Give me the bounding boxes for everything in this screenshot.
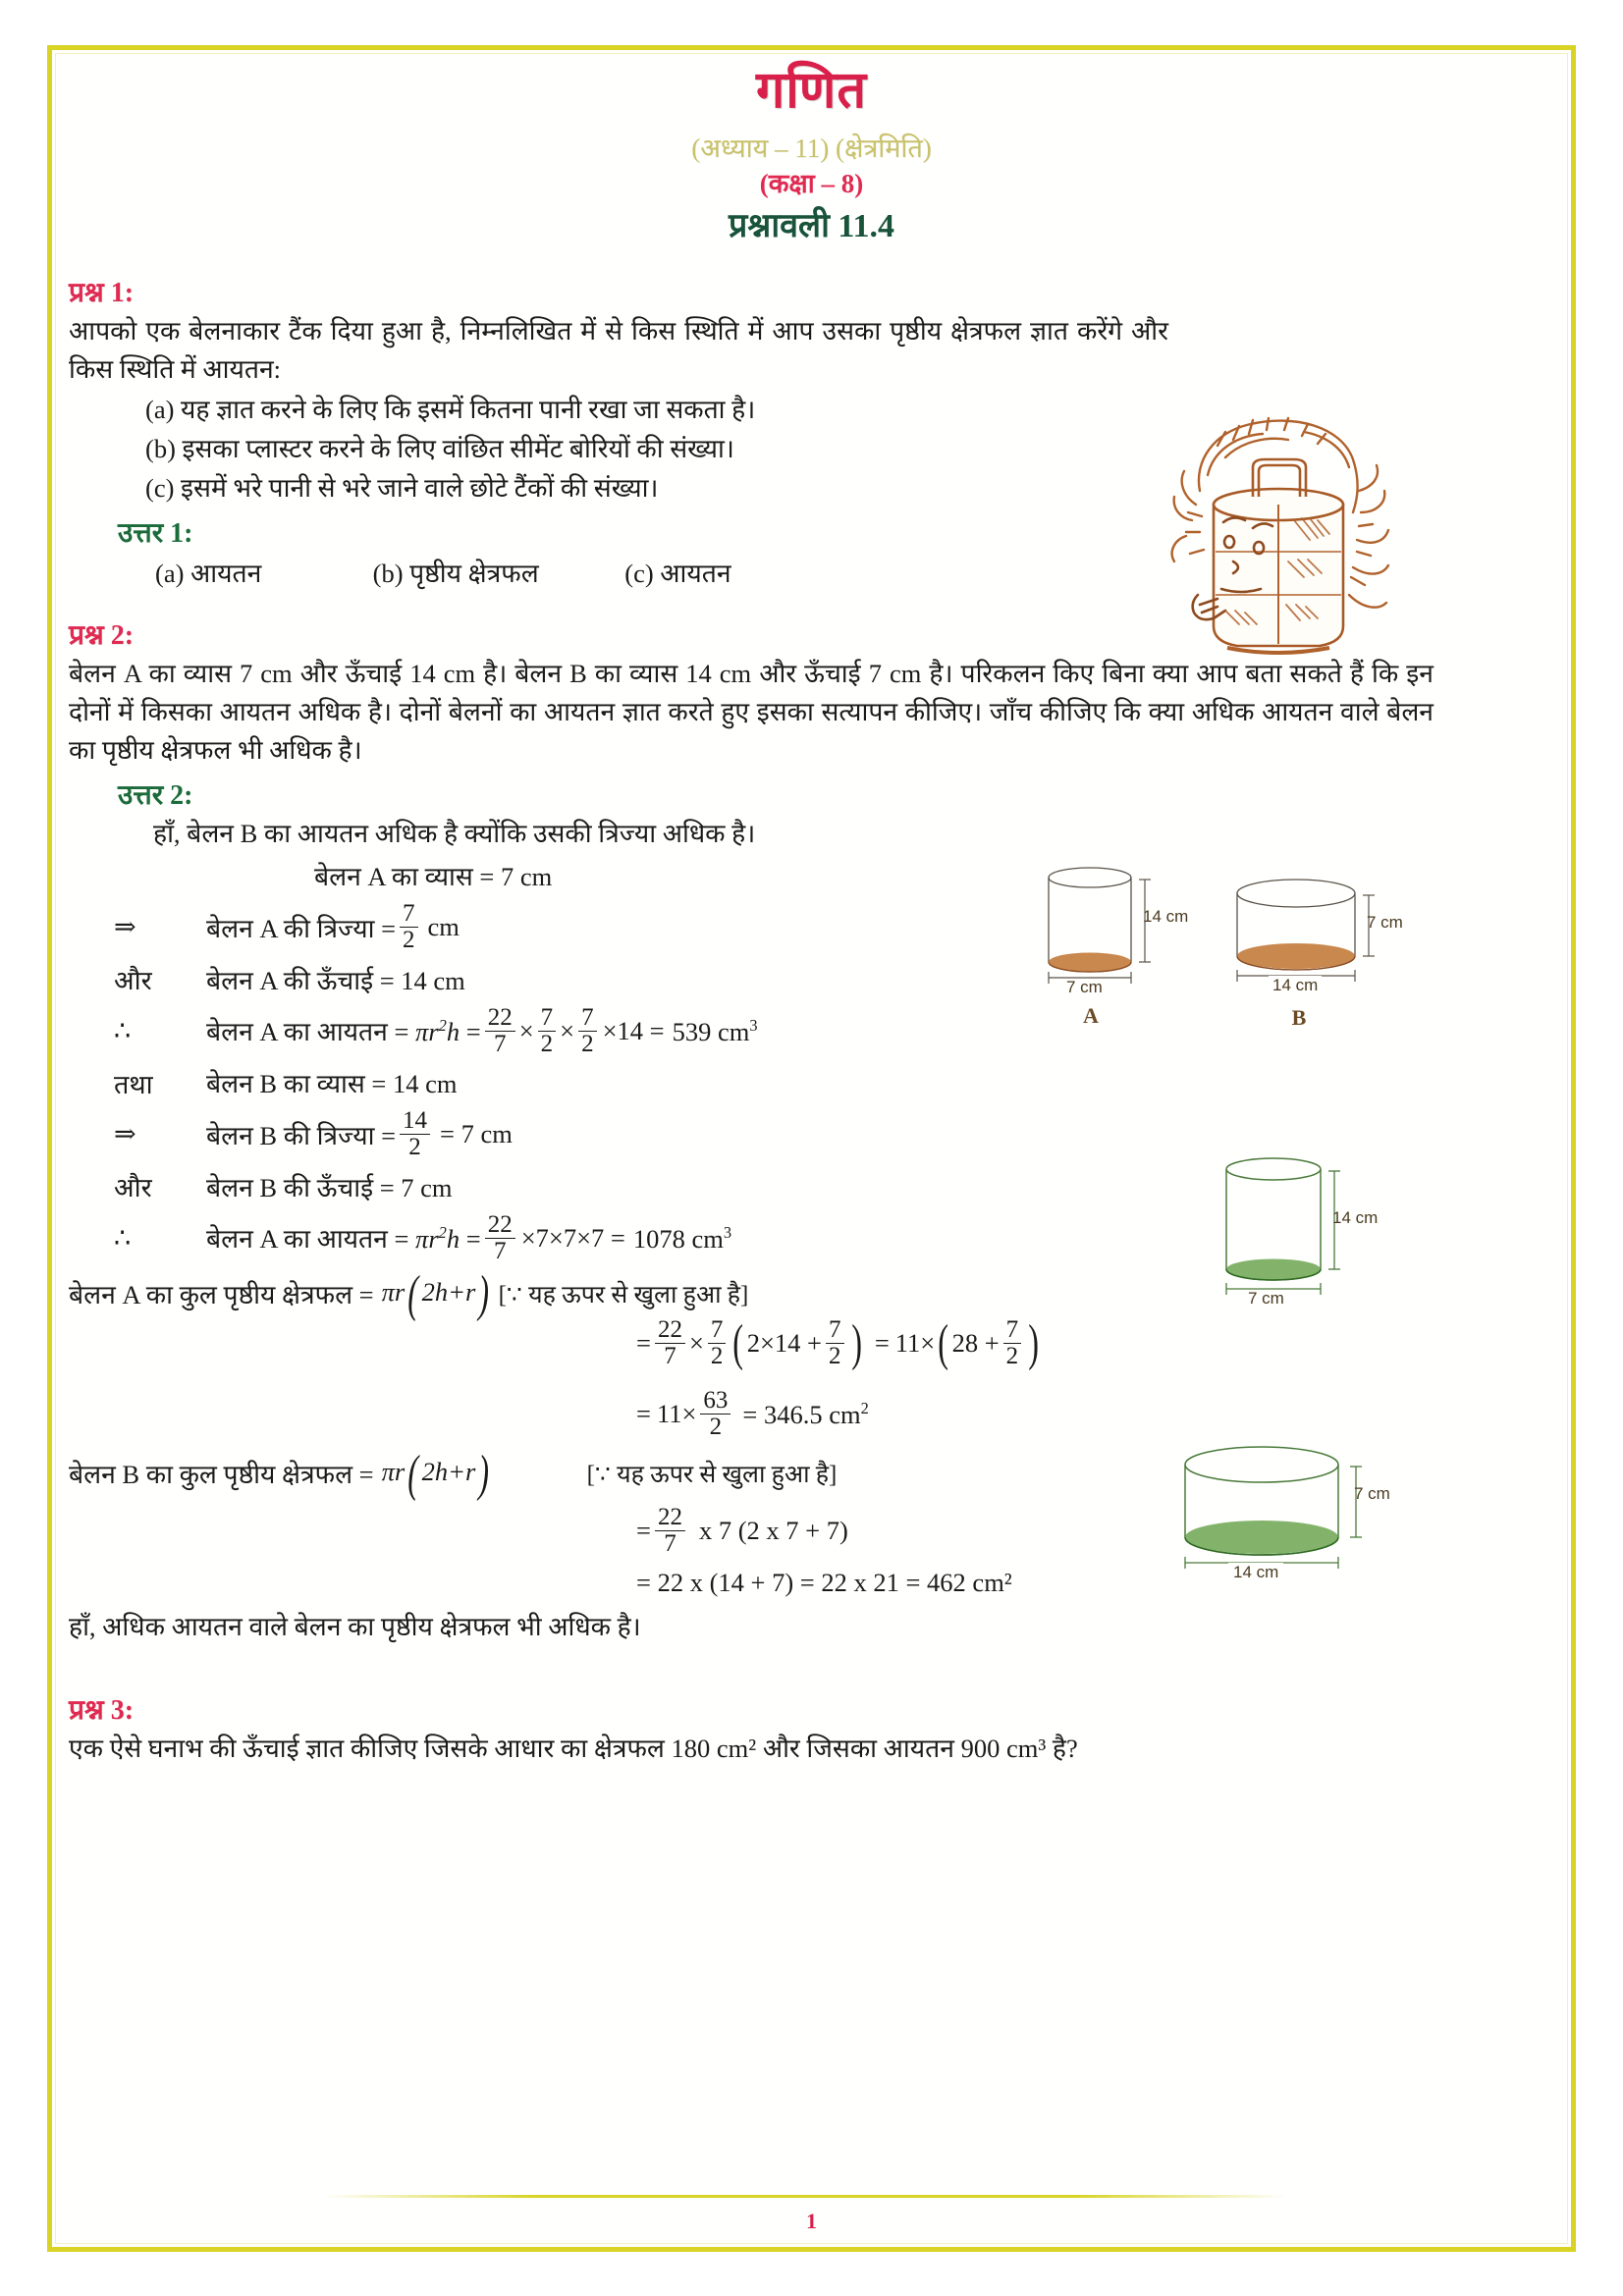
cylinder-a-svg	[1033, 864, 1170, 991]
question-2-body: बेलन A का व्यास 7 cm और ऊँचाई 14 cm है। बेलन B का व्यास 14 cm और ऊँचाई 7 cm है। परिकलन किए बिना क्या आप बता सकते हैं कि इन दोनों में किसका आयतन अधिक है। दोनों बेलनों का आयतन ज्ञात करते हुए इसका सत्यापन कीजिए। जाँच कीजिए कि क्या अधिक आयतन वाले बेलन का पृष्ठीय क्षेत्रफल भी अधिक है।	[69, 659, 1434, 766]
fraction-denominator: 7	[493, 1030, 507, 1057]
answer-1-b: (b) पृष्ठीय क्षेत्रफल	[372, 559, 539, 589]
step-symbol: ⇒	[114, 1119, 136, 1149]
radius-b-result: = 7 cm	[440, 1119, 513, 1149]
class-label: (कक्षा – 8)	[759, 168, 864, 198]
page-content	[57, 55, 1566, 2242]
tsa-a-coef: 11×	[894, 1328, 936, 1359]
close-paren-2: )	[1028, 1314, 1040, 1371]
tsa-b-note: [∵ यह ऊपर से खुला हुआ है]	[586, 1462, 838, 1489]
fraction-pi	[655, 1505, 685, 1558]
tsa-a-inner-2: 28 +	[951, 1328, 1000, 1359]
fraction-denominator: 2	[709, 1413, 723, 1440]
close-paren: )	[850, 1314, 862, 1371]
fraction-numerator: 7	[538, 1005, 557, 1032]
open-paren-2: (	[938, 1314, 949, 1371]
chapter-subtitle: (अध्याय – 11) (क्षेत्रमिति)	[691, 133, 932, 163]
step-text: बेलन A का व्यास = 7 cm	[314, 862, 553, 892]
fraction-63-2	[700, 1388, 730, 1441]
multiply-sign: ×	[560, 1015, 575, 1045]
cylinder-c-height-dim: 14 cm	[1332, 1208, 1379, 1227]
tsa-b-expr: x 7 (2 x 7 + 7)	[698, 1516, 848, 1546]
tsa-a-formula: πr( 2h+r)	[381, 1265, 490, 1322]
fraction-denominator: 2	[540, 1030, 554, 1057]
footer-divider	[324, 2195, 1286, 2198]
fraction-radius-a	[400, 901, 418, 954]
formula-pi-r2-h: $\pi r^2h$	[415, 1016, 460, 1047]
step-text: बेलन B का व्यास = 14 cm	[206, 1069, 458, 1099]
fraction-pi	[485, 1212, 515, 1265]
volume-a-result: 539 $cm^3$	[672, 1015, 758, 1046]
tsa-b-result-text: = 22 x (14 + 7) = 22 x 21 = 462 cm²	[636, 1567, 1012, 1597]
equals-sign: =	[636, 1398, 651, 1428]
tsa-a-line3	[57, 1388, 1566, 1441]
answer-2-conclusion: हाँ, अधिक आयतन वाले बेलन का पृष्ठीय क्षेत्रफल भी अधिक है।	[69, 1611, 641, 1641]
figure-cylinder-d	[1173, 1443, 1399, 1600]
tsa-a-note: [∵ यह ऊपर से खुला हुआ है]	[498, 1282, 749, 1309]
figure-cylinder-a	[1033, 864, 1189, 1028]
step-text: बेलन A की त्रिज्या =	[206, 913, 397, 943]
fraction-numerator: 7	[1003, 1317, 1022, 1344]
answer-1-a: (a) आयतन	[155, 559, 262, 589]
step-text: बेलन B की ऊँचाई = 7 cm	[206, 1172, 453, 1202]
figure-cylinder-c	[1213, 1153, 1389, 1310]
tsa-a-inner-1: 2×14 +	[746, 1328, 822, 1359]
question-1-body: आपको एक बेलनाकार टैंक दिया हुआ है, निम्नलिखित में से किस स्थिति में आप उसका पृष्ठीय क्षेत्रफल ज्ञात करेंगे और किस स्थिति में आयतन:	[69, 316, 1168, 385]
cylinder-d-svg	[1173, 1443, 1399, 1600]
step-symbol: तथा	[114, 1069, 153, 1099]
fraction-numerator: 14	[400, 1108, 430, 1135]
exercise-title: प्रश्नावली 11.4	[728, 208, 895, 245]
fraction-numerator: 7	[400, 901, 418, 928]
step-text: बेलन B की त्रिज्या =	[206, 1120, 397, 1150]
question-2-label: प्रश्न 2:	[69, 620, 135, 652]
step-volume-a	[57, 1005, 1566, 1058]
answer-2-intro: हाँ, बेलन B का आयतन अधिक है क्योंकि उसकी त्रिज्या अधिक है।	[153, 819, 756, 849]
fraction-denominator: 2	[710, 1343, 724, 1370]
fraction-radius-inner-2	[1003, 1317, 1022, 1370]
figure-cylinder-b	[1227, 874, 1404, 1030]
fraction-denominator: 2	[403, 927, 415, 954]
step-symbol: और	[114, 966, 152, 996]
fraction-radius-inner	[826, 1317, 844, 1370]
volume-b-result: 1078 $cm^3$	[632, 1222, 732, 1254]
height-multiplier: ×14 =	[602, 1015, 665, 1045]
option-a: (a) यह ज्ञात करने के लिए कि इसमें कितना पानी रखा जा सकता है।	[145, 395, 756, 425]
cylinder-a-diameter-dim: 7 cm	[1066, 978, 1103, 996]
fraction-numerator: 22	[655, 1505, 685, 1531]
open-paren: (	[732, 1314, 744, 1371]
cylinder-b-height-dim: 7 cm	[1367, 913, 1403, 932]
fraction-numerator: 22	[655, 1317, 685, 1344]
question-1-label: प्रश्न 1:	[69, 278, 135, 309]
fraction-numerator: 7	[578, 1005, 597, 1032]
fraction-denominator: 2	[408, 1134, 421, 1161]
equals-sign: =	[636, 1328, 651, 1359]
cylinder-c-diameter-dim: 7 cm	[1248, 1289, 1284, 1308]
cartoon-svg	[1157, 402, 1402, 658]
fraction-radius-1	[538, 1005, 557, 1058]
fraction-pi	[485, 1005, 515, 1058]
cylinder-c-svg	[1213, 1153, 1389, 1310]
step-text-inner: बेलन A की ऊँचाई = 14 cm	[206, 965, 465, 995]
cylinder-b-label: B	[1291, 1005, 1307, 1030]
fraction-denominator: 2	[581, 1030, 594, 1057]
fraction-pi	[655, 1317, 685, 1370]
unit-label: cm	[427, 912, 460, 942]
fraction-radius-b	[400, 1108, 430, 1161]
equals-sign: =	[636, 1516, 651, 1546]
multiply-sign: ×	[518, 1015, 534, 1045]
step-text	[165, 962, 465, 997]
page-title: गणित	[756, 63, 867, 119]
fraction-denominator: 2	[829, 1343, 841, 1370]
fraction-numerator: 7	[826, 1317, 844, 1344]
tsa-b-formula: πr( 2h+r)	[381, 1445, 490, 1502]
tsa-a-coef-2: 11×	[656, 1398, 697, 1428]
fraction-numerator: 22	[485, 1212, 515, 1239]
tsa-a-label: बेलन A का कुल पृष्ठीय क्षेत्रफल =	[69, 1280, 374, 1310]
question-3-body: एक ऐसे घनाभ की ऊँचाई ज्ञात कीजिए जिसके आधार का क्षेत्रफल 180 cm² और जिसका आयतन 900 cm³ है?	[69, 1733, 1078, 1763]
boy-with-cylindrical-tank-illustration	[1157, 402, 1402, 658]
cylinder-d-diameter-dim: 14 cm	[1228, 1563, 1283, 1582]
answer-2-label: उत्तर 2:	[118, 780, 193, 812]
cylinder-d-height-dim: 7 cm	[1354, 1484, 1390, 1503]
fraction-radius-2	[578, 1005, 597, 1058]
fraction-numerator: 63	[700, 1388, 730, 1415]
fraction-radius-a	[708, 1317, 727, 1370]
answer-1-label: उत्तर 1:	[118, 518, 193, 550]
step-symbol: ⇒	[114, 912, 136, 942]
formula-pi-r2-h: $\pi r^2h$	[415, 1223, 460, 1255]
page-number: 1	[806, 2209, 817, 2233]
fraction-denominator: 7	[664, 1343, 676, 1370]
fraction-numerator: 22	[485, 1005, 515, 1032]
step-text: बेलन A का आयतन = $\pi r^2h$ =	[206, 1016, 481, 1047]
tsa-b-label: बेलन B का कुल पृष्ठीय क्षेत्रफल =	[69, 1460, 374, 1490]
question-3-label: प्रश्न 3:	[69, 1694, 135, 1726]
volume-b-factors: ×7×7×7 =	[520, 1222, 625, 1253]
tsa-a-result: = 346.5 $cm^2$	[742, 1398, 869, 1429]
multiply-sign: ×	[688, 1328, 704, 1359]
fraction-denominator: 2	[1005, 1343, 1019, 1370]
option-b: (b) इसका प्लास्टर करने के लिए वांछित सीमेंट बोरियों की संख्या।	[145, 433, 734, 463]
step-symbol: ∴	[114, 1015, 132, 1045]
answer-1-c: (c) आयतन	[624, 559, 731, 589]
fraction-numerator: 7	[708, 1317, 727, 1344]
tsa-a-line2	[57, 1314, 1566, 1371]
option-c: (c) इसमें भरे पानी से भरे जाने वाले छोटे टैंकों की संख्या।	[145, 472, 659, 503]
cylinder-a-label: A	[1083, 1003, 1099, 1028]
cylinder-b-diameter-dim: 14 cm	[1269, 976, 1322, 995]
step-symbol: ∴	[114, 1222, 132, 1253]
fraction-denominator: 7	[493, 1237, 507, 1264]
tsa-b-result	[636, 1568, 1012, 1598]
fraction-denominator: 7	[664, 1530, 676, 1558]
equals-sign-2: =	[874, 1328, 890, 1359]
step-text: बेलन A का आयतन = $\pi r^2h$ =	[206, 1223, 481, 1255]
step-symbol: और	[114, 1173, 152, 1203]
step-diameter-b	[57, 1063, 1566, 1102]
cylinder-a-height-dim: 14 cm	[1143, 907, 1189, 926]
